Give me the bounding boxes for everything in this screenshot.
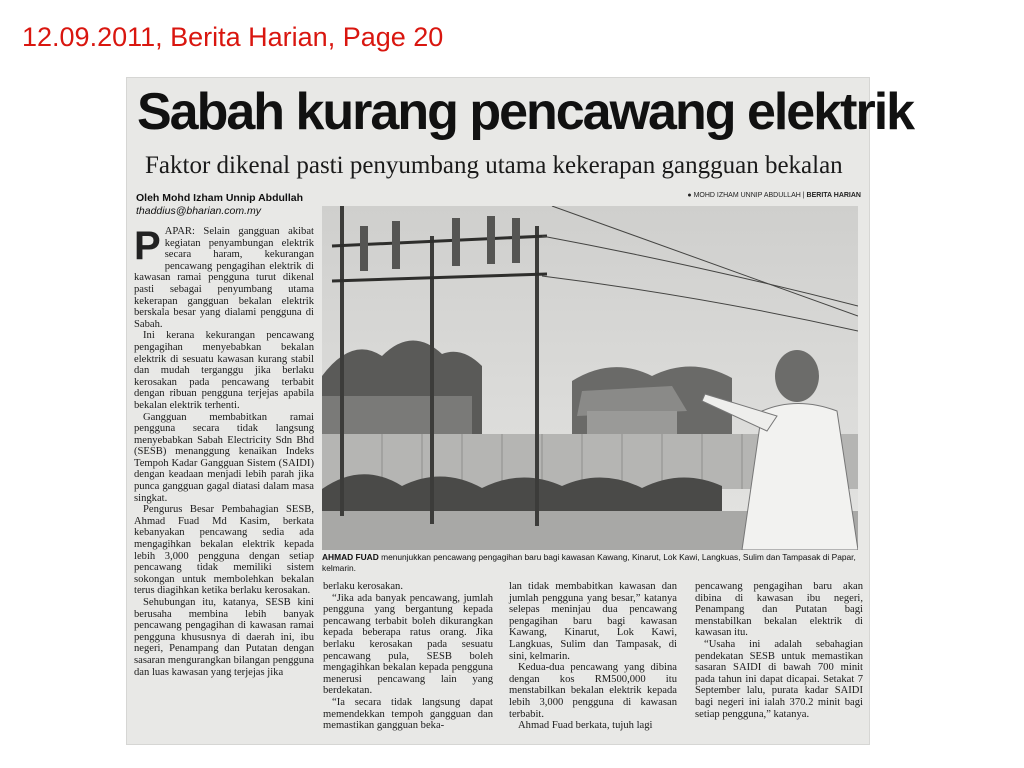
article-subheadline: Faktor dikenal pasti penyumbang utama kekerapan gangguan bekalan: [145, 152, 843, 179]
paragraph: Kedua-dua pencawang yang dibina dengan kos RM500,000 itu menstabilkan bekalan elektrik kepada lebih 3,000 pengguna di kawasan terbabit.: [509, 662, 677, 720]
article-column-4: [695, 581, 863, 720]
paragraph: Pengurus Besar Pembahagian SESB, Ahmad Fuad Md Kasim, berkata kebanyakan pencawang sedia ada mengagihkan bekalan elektrik kepada lebih 3,000 pengguna dengan setiap pencawang tidak memiliki sistem sokongan untuk membolehkan bekalan terus diagihkan ketika berlaku kerosakan.: [134, 504, 314, 597]
paragraph: “Jika ada banyak pencawang, jumlah pengguna yang bergantung kepada pencawang terbabit boleh dikurangkan kepada beberapa ratus orang. Jika berlaku kerosakan pada sesuatu pencawang pula, SESB boleh mengagihkan bekalan kepada pengguna menerusi pencawang lain yang berdekatan.: [323, 592, 493, 697]
newspaper-clipping: [127, 78, 914, 744]
photo-credit-paper: BERITA HARIAN: [806, 192, 861, 199]
drop-cap: P: [134, 224, 161, 268]
photo-credit: ● MOHD IZHAM UNNIP ABDULLAH | BERITA HARIAN: [687, 192, 861, 199]
paragraph: Sehubungan itu, katanya, SESB kini berusaha membina lebih banyak pencawang pengagihan di kawasan ramai pengguna khususnya di daerah ini, ibu negeri, Penampang dan Putatan dengan sasaran mengurangkan bilangan pengguna dan luas kawasan yang terjejas jika: [134, 597, 314, 678]
photo-caption: [322, 552, 858, 573]
caption-text: menunjukkan pencawang pengagihan baru bagi kawasan Kawang, Kinarut, Lok Kawi, Langkuas, Sulim dan Tampasak di Papar, kelmarin.: [322, 552, 856, 573]
caption-name: AHMAD FUAD: [322, 552, 379, 562]
article-headline: Sabah kurang pencawang elektrik: [137, 83, 914, 141]
byline-author: Oleh Mohd Izham Unnip Abdullah: [136, 192, 304, 204]
paragraph: “Usaha ini adalah sebahagian pendekatan SESB untuk memastikan sasaran SAIDI di bawah 700 minit pada tahun ini dapat dicapai. Setakat 7 September lalu, purata kadar SAIDI bagi negeri ini ialah 370.2 minit bagi setiap pengguna,” katanya.: [695, 638, 863, 720]
paragraph: pencawang pengagihan baru akan dibina di kawasan ibu negeri, Penampang dan Putatan bagi menstabilkan bekalan elektrik di kawasan itu.: [695, 581, 863, 639]
article-byline: [136, 192, 303, 218]
camera-bullet-icon: ●: [687, 192, 692, 199]
paragraph: berlaku kerosakan.: [323, 581, 404, 592]
paragraph: Ahmad Fuad berkata, tujuh lagi: [518, 720, 653, 732]
paragraph: “Ia secara tidak langsung dapat memendekkan tempoh gangguan dan memastikan gangguan beka-: [323, 696, 493, 732]
substation-photo: [322, 206, 858, 550]
slide-title: 12.09.2011, Berita Harian, Page 20: [22, 22, 444, 52]
article-column-2: [323, 581, 493, 732]
photo-credit-name: MOHD IZHAM UNNIP ABDULLAH: [693, 192, 801, 199]
paragraph: Ini kerana kekurangan pencawang pengagihan menyebabkan bekalan elektrik di sesuatu kawasan kurang stabil dan mudah terganggu jika berlaku kerosakan pada pencawang terbabit dengan ribuan pengguna terjejas apabila bekalan elektrik terhenti.: [134, 330, 314, 411]
paragraph: lan tidak membabitkan kawasan dan jumlah pengguna yang besar,” katanya selepas meninjau dua pencawang pengagihan baru bagi kawasan Kawang, Kinarut, Lok Kawi, Langkuas, Sulim dan Tampasak, di sini, kelmarin.: [509, 581, 677, 662]
article-column-1: [134, 226, 314, 678]
paragraph: PAPAR: Selain gangguan akibat kegiatan penyambungan elektrik secara haram, kekurangan pencawang pengagihan elektrik di kawasan ramai pengguna turut dikenal pasti sebagai penyumbang utama kekerapan gangguan bekalan elektrik berskala besar yang dialami pengguna di Sabah.: [134, 224, 314, 330]
article-column-3: [509, 581, 677, 732]
byline-email: thaddius@bharian.com.my: [136, 205, 262, 217]
paragraph: Gangguan membabitkan ramai pengguna secara tidak langsung menyebabkan Sabah Electricity Sdn Bhd (SESB) menanggung kenaikan Indeks Tempoh Kadar Gangguan Sistem (SAIDI) dengan keadaan menjadi lebih parah jika punca gangguan gagal diatasi dalam masa singkat.: [134, 411, 314, 504]
